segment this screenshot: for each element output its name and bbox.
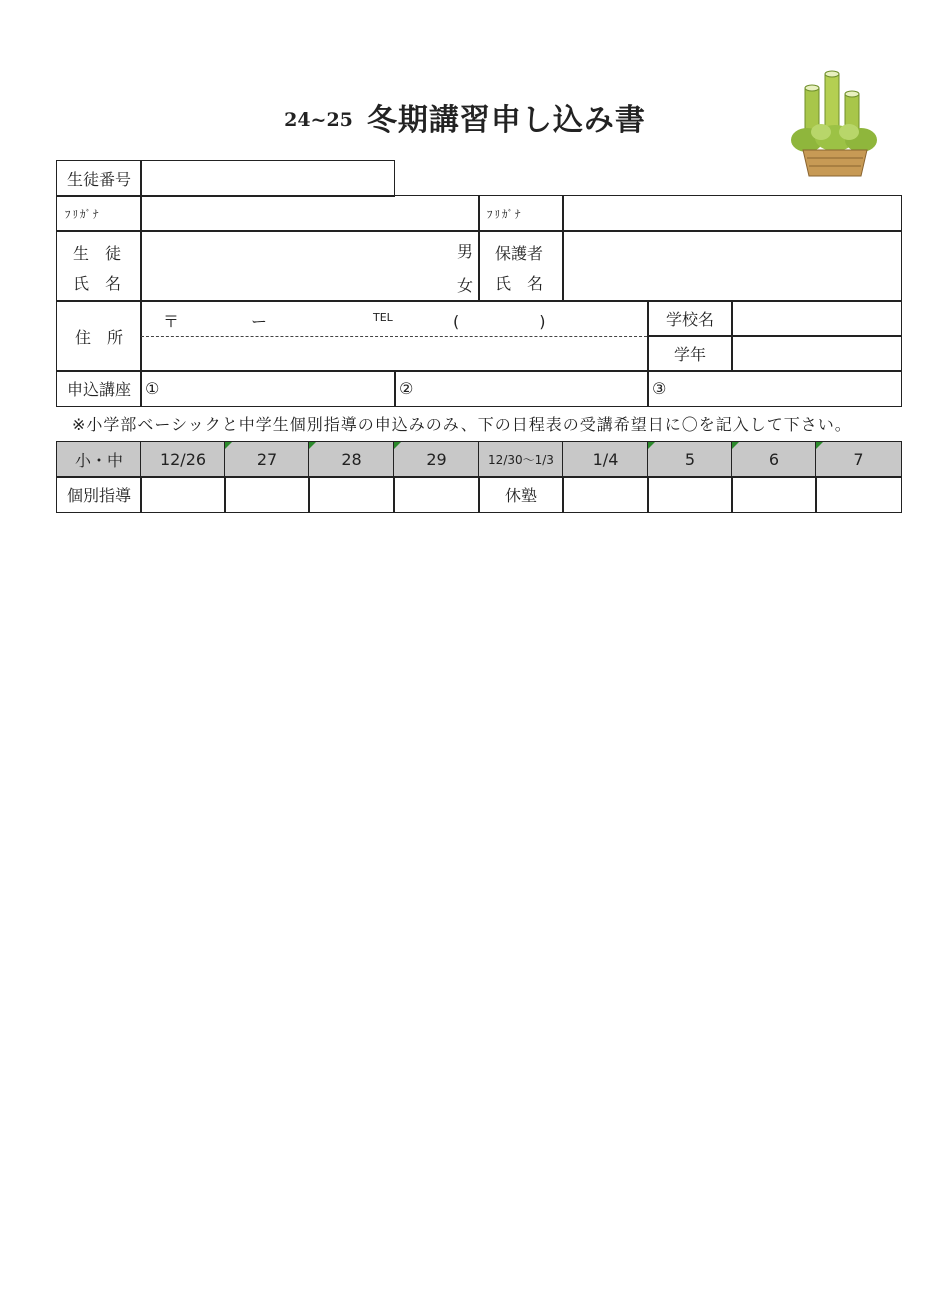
tel-parens: ( ) [453, 312, 546, 331]
schedule-note: ※小学部ベーシックと中学生個別指導の申込みのみ、下の日程表の受講希望日に〇を記入して下さい。 [72, 415, 852, 434]
postal-mark: 〒 [163, 312, 180, 331]
guardian-furigana-label: ﾌﾘｶﾞﾅ [478, 195, 564, 232]
course-2-field[interactable]: ② [394, 370, 649, 407]
flag-icon [816, 442, 823, 449]
schedule-row-label: 小・中 [56, 441, 142, 478]
schedule-cell[interactable] [562, 476, 649, 513]
address-divider [141, 336, 647, 337]
flag-icon [309, 442, 316, 449]
address-label: 住 所 [56, 300, 142, 372]
school-name-field[interactable] [731, 300, 902, 337]
student-number-label: 生徒番号 [56, 160, 142, 197]
schedule-date: 27 [224, 441, 310, 478]
schedule-date: 28 [308, 441, 395, 478]
furigana-label: ﾌﾘｶﾞﾅ [56, 195, 142, 232]
course-3-field[interactable]: ③ [647, 370, 902, 407]
guardian-label: 保護者 氏 名 [478, 230, 564, 302]
schedule-cell[interactable] [140, 476, 226, 513]
schedule-date-holiday: 12/30～1/3 [478, 441, 564, 478]
flag-icon [394, 442, 401, 449]
schedule-cell[interactable] [393, 476, 480, 513]
schedule-date: 29 [393, 441, 480, 478]
schedule-cell[interactable] [308, 476, 395, 513]
title-year: 24~25 [284, 109, 353, 131]
student-name-field[interactable] [140, 230, 480, 302]
school-name-label: 学校名 [647, 300, 733, 337]
schedule-date: 7 [815, 441, 902, 478]
schedule-date: 5 [647, 441, 733, 478]
flag-icon [648, 442, 655, 449]
student-name-label: 生 徒 氏 名 [56, 230, 142, 302]
schedule-cell[interactable] [731, 476, 817, 513]
student-furigana-field[interactable] [140, 195, 480, 232]
address-field[interactable] [140, 300, 649, 372]
postal-dash: ー [251, 312, 268, 331]
kadomatsu-icon [785, 68, 885, 180]
schedule-date: 1/4 [562, 441, 649, 478]
grade-label: 学年 [647, 335, 733, 372]
grade-field[interactable] [731, 335, 902, 372]
schedule-date: 12/26 [140, 441, 226, 478]
flag-icon [732, 442, 739, 449]
individual-lesson-label: 個別指導 [56, 476, 142, 513]
student-number-field[interactable] [140, 160, 395, 197]
guardian-name-field[interactable] [562, 230, 902, 302]
schedule-cell[interactable] [815, 476, 902, 513]
closed-cell: 休塾 [478, 476, 564, 513]
schedule-cell[interactable] [224, 476, 310, 513]
title-main: 冬期講習申し込み書 [366, 103, 646, 138]
tel-label: TEL [373, 311, 393, 324]
schedule-date: 6 [731, 441, 817, 478]
gender-female[interactable]: 女 [457, 276, 474, 295]
course-1-field[interactable]: ① [140, 370, 396, 407]
flag-icon [225, 442, 232, 449]
gender-male[interactable]: 男 [457, 242, 474, 261]
schedule-cell[interactable] [647, 476, 733, 513]
course-label: 申込講座 [56, 370, 142, 407]
guardian-furigana-field[interactable] [562, 195, 902, 232]
